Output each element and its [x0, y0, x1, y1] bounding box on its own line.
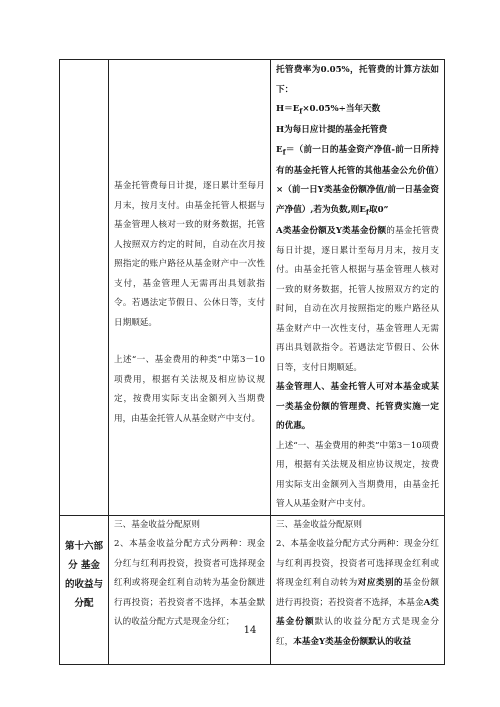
table-row [60, 60, 445, 516]
table-row [60, 515, 445, 664]
formula-note: H为每日应计提的基金托管费 [276, 125, 388, 136]
paragraph: 2、本基金收益分配方式分两种：现金分红与红利再投资，投资者可选择现金红利或将现金红利自动转为基金份额进行再投资；若投资者不选择，本基金默认的收益分配方式是现金分红； [114, 539, 265, 628]
paragraph-bold: 托管费率为0.05%，托管费的计算方法如下： [276, 65, 439, 95]
section-title: 第十六部分 基金的收益与分配 [64, 540, 103, 609]
revised-text-cell [271, 515, 445, 664]
paragraph-bold: 基金管理人、基金托管人可对本基金或某一类基金份额的管理费、托管费实施一定的优惠。 [276, 382, 439, 432]
page-number: 14 [243, 625, 257, 636]
original-text-cell [109, 515, 271, 664]
formula-definition: $E_f=$（前一日的基金资产净值-前一日所持有的基金托管人托管的其他基金公允价值）×（前一日Y类基金份额净值/前一日基金资产净值）,若为负数,则$E_f$取0” [276, 144, 439, 217]
section-cell-empty [60, 60, 109, 516]
paragraph: A类基金份额及Y类基金份额的基金托管费每日计提，逐日累计至每月月末，按月支付。由基金托管人根据与基金管理人核对一致的财务数据，托管人按照双方约定的时间，自动在次月按照指定的账户路径从基金财产中一次性支付，基金管理人无需再出具划款指令。若遇法定节假日、公休日等，支付日期顺延。 [276, 226, 439, 373]
paragraph: 基金托管费每日计提，逐日累计至每月月末，按月支付。由基金托管人根据与基金管理人核对一致的财务数据，托管人按照双方约定的时间，自动在次月按照指定的账户路径从基金财产中一次性支付，基金管理人无需再出具划款指令。若遇法定节假日、公休日等，支付日期顺延。 [114, 181, 265, 328]
paragraph: 2、本基金收益分配方式分两种：现金分红与红利再投资，投资者可选择现金红利或将现金红利自动转为对应类别的基金份额进行再投资；若投资者不选择，本基金A类基金份额默认的收益分配方式是现金分红，本基金Y类基金份额默认的收益 [276, 539, 439, 647]
formula: $H=E_f\times 0.05\%\div$当年天数 [276, 104, 381, 116]
section-title-cell [60, 515, 109, 664]
original-text-cell [109, 60, 271, 516]
paragraph: 上述“一、基金费用的种类”中第3－10项费用，根据有关法规及相应协议规定，按费用实际支出金额列入当期费用，由基金托管人从基金财产中支付。 [114, 355, 265, 424]
comparison-table [59, 59, 445, 665]
paragraph: 上述“一、基金费用的种类”中第3－10项费用，根据有关法规及相应协议规定，按费用实际支出金额列入当期费用，由基金托管人从基金财产中支付。 [276, 440, 439, 510]
heading: 三、基金收益分配原则 [114, 519, 200, 530]
revised-text-cell [271, 60, 445, 516]
heading: 三、基金收益分配原则 [276, 519, 362, 530]
